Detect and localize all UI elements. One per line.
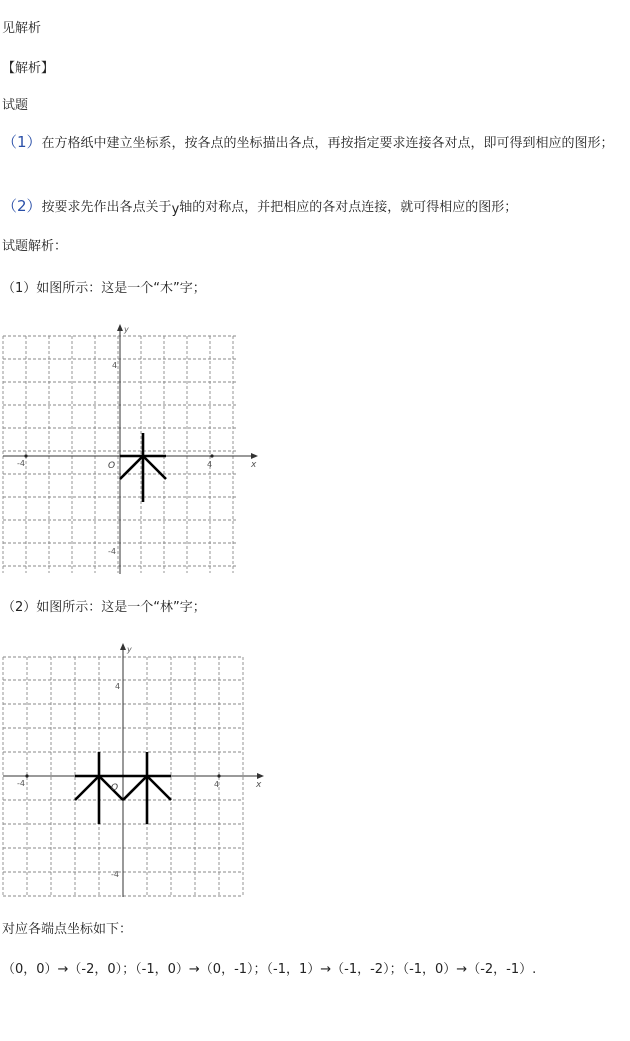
figure2-y-label: y [127, 645, 132, 654]
figure2-tick-neg4 [25, 774, 28, 777]
figure1-tick-neg4 [24, 454, 27, 457]
figure1-graph [0, 318, 270, 580]
question-label: 试题 [2, 98, 29, 113]
coords-line: （0，0）→（-2，0）；（-1，0）→（0，-1）；（-1，1）→（-1，-2）；（-1，0）→（-2，-1）. [2, 962, 537, 977]
figure2-stroke-right-down-left [123, 776, 147, 800]
figure1-y-neg4: -4 [108, 547, 116, 556]
figure2-graph [0, 637, 275, 903]
step2-paragraph [2, 197, 517, 217]
step2-text-a: 按要求先作出各点关于 [41, 200, 172, 215]
figure2-x-label: x [256, 780, 262, 790]
figure1-stroke-right [143, 456, 166, 479]
figure1-y-label: y [124, 325, 129, 334]
figure1-y-arrow [117, 324, 123, 331]
figure1-x-label: x [251, 460, 257, 470]
figure2-caption: （2）如图所示：这是一个“林”字； [2, 600, 206, 615]
figure2-y-arrow [120, 643, 126, 650]
step2-number: （2） [2, 197, 42, 215]
figure1-caption: （1）如图所示：这是一个“木”字； [2, 281, 206, 296]
figure1-y-pos4: 4 [112, 361, 118, 370]
step1-number: （1） [2, 133, 42, 151]
figure2-stroke-right-down-right [147, 776, 171, 800]
figure2-x-pos4: 4 [214, 780, 220, 789]
figure1-x-pos4: 4 [207, 460, 213, 469]
figure2-stroke-left-down-left [75, 776, 99, 800]
figure1-x-arrow [251, 453, 258, 459]
figure1-tick-pos4 [210, 454, 213, 457]
figure2-x-arrow [257, 773, 264, 779]
solution-label: 试题解析： [2, 239, 68, 254]
figure2-y-neg4: -4 [111, 870, 119, 879]
analysis-header: 【解析】 [2, 61, 55, 76]
step2-text-b: 轴的对称点，并把相应的各对点连接，就可得相应的图形； [179, 200, 518, 215]
step1-text: 在方格纸中建立坐标系，按各点的坐标描出各点，再按指定要求连接各对点，即可得到相应的图形； [41, 136, 614, 151]
step2-y: y [171, 202, 180, 217]
figure2-y-pos4: 4 [115, 682, 121, 691]
figure1-origin-label: O [108, 461, 116, 471]
figure2-origin-label: O [111, 783, 119, 793]
figure1-x-neg4: -4 [17, 459, 25, 468]
figure2-tick-pos4 [217, 774, 220, 777]
figure2-x-neg4: -4 [17, 779, 25, 788]
coords-intro: 对应各端点坐标如下： [2, 922, 133, 937]
figure1-stroke-left [120, 456, 143, 479]
answer-label: 见解析 [2, 21, 42, 36]
step1-paragraph [2, 133, 628, 153]
